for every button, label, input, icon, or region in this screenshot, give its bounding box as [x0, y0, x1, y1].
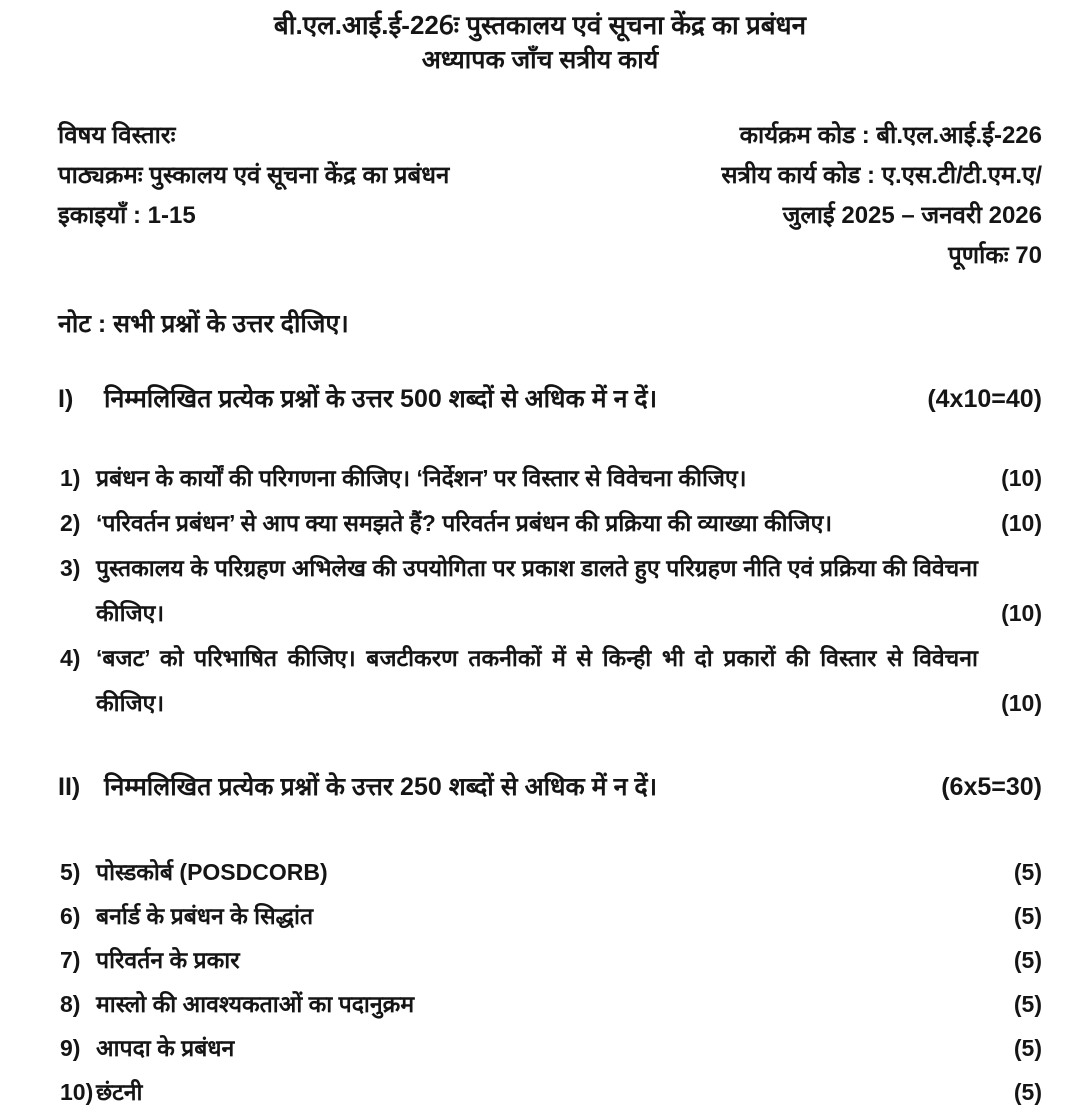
- meta-programme-code: कार्यक्रम कोड : बी.एल.आई.ई-226: [739, 122, 1042, 149]
- question-row-7: [60, 938, 1042, 982]
- meta-subject-scope: विषय विस्तारः: [58, 122, 176, 149]
- document-title: बी.एल.आई.ई-226ः पुस्तकालय एवं सूचना केंद्र का प्रबंधन: [273, 10, 807, 40]
- note-line: नोट : सभी प्रश्नों के उत्तर दीजिए।: [58, 310, 349, 338]
- question-7-text: परिवर्तन के प्रकार: [96, 947, 240, 973]
- question-5-number: 5): [60, 859, 81, 885]
- question-6-number: 6): [60, 903, 81, 929]
- question-2-text: ‘परिवर्तन प्रबंधन’ से आप क्या समझते हैं? परिवर्तन प्रबंधन की प्रक्रिया की व्याख्या कीजिए।: [96, 510, 833, 536]
- question-row-9: [60, 1026, 1042, 1070]
- question-9-text: आपदा के प्रबंधन: [96, 1035, 235, 1061]
- question-6-text: बर्नार्ड के प्रबंधन के सिद्धांत: [96, 903, 314, 929]
- meta-right-column: [721, 116, 1042, 276]
- meta-block: [0, 116, 1080, 276]
- question-2-marks: (10): [1001, 510, 1042, 536]
- meta-left-column: [58, 116, 449, 276]
- section-1-marks: (4x10=40): [927, 385, 1042, 413]
- document-header: [0, 0, 1080, 78]
- question-row-1: [60, 456, 1042, 501]
- question-3-number: 3): [60, 555, 81, 581]
- section-2-heading: [0, 770, 1080, 804]
- question-2-number: 2): [60, 510, 81, 536]
- section-1-heading: [0, 382, 1080, 416]
- question-9-marks: (5): [1013, 1035, 1042, 1061]
- meta-assignment-code: सत्रीय कार्य कोड : ए.एस.टी/टी.एम.ए/: [721, 162, 1042, 189]
- question-1-number: 1): [60, 465, 81, 491]
- question-6-marks: (5): [1013, 903, 1042, 929]
- question-row-4: [60, 636, 1042, 726]
- question-7-number: 7): [60, 947, 81, 973]
- question-5-text: पोस्डकोर्ब (POSDCORB): [96, 859, 328, 885]
- question-1-marks: (10): [1001, 465, 1042, 491]
- meta-units: इकाइयाँ : 1-15: [58, 202, 196, 229]
- question-row-8: [60, 982, 1042, 1026]
- meta-total-marks: पूर्णाकः 70: [948, 242, 1042, 269]
- section-1-instruction: निम्मलिखित प्रत्येक प्रश्नों के उत्तर 500 शब्दों से अधिक में न दें।: [104, 385, 658, 413]
- section-1-questions: [0, 456, 1080, 726]
- meta-course-name: पाठ्यक्रमः पुस्कालय एवं सूचना केंद्र का प्रबंधन: [58, 162, 450, 189]
- question-4-number: 4): [60, 645, 81, 671]
- question-10-text: छंटनी: [96, 1079, 143, 1105]
- question-1-text: प्रबंधन के कार्यों की परिगणना कीजिए। ‘निर्देशन’ पर विस्तार से विवेचना कीजिए।: [96, 465, 747, 491]
- question-4-text: ‘बजट’ को परिभाषित कीजिए। बजटीकरण तकनीकों में से किन्ही भी दो प्रकारों की विस्तार से विवेचना कीजिए।: [96, 645, 978, 716]
- question-row-6: [60, 894, 1042, 938]
- meta-session: जुलाई 2025 – जनवरी 2026: [782, 202, 1042, 229]
- question-9-number: 9): [60, 1035, 81, 1061]
- section-2-marks: (6x5=30): [941, 773, 1042, 801]
- question-8-number: 8): [60, 991, 81, 1017]
- question-5-marks: (5): [1013, 859, 1042, 885]
- question-8-marks: (5): [1013, 991, 1042, 1017]
- question-3-marks: (10): [1001, 600, 1042, 626]
- question-10-number: 10): [60, 1079, 94, 1105]
- question-row-10: [60, 1070, 1042, 1114]
- question-row-5: [60, 850, 1042, 894]
- question-8-text: मास्लो की आवश्यकताओं का पदानुक्रम: [96, 991, 415, 1017]
- question-3-text: पुस्तकालय के परिग्रहण अभिलेख की उपयोगिता पर प्रकाश डालते हुए परिग्रहण नीति एवं प्रक्रिया की विवेचना कीजिए।: [96, 555, 978, 626]
- question-10-marks: (5): [1013, 1079, 1042, 1105]
- document-subtitle: अध्यापक जाँच सत्रीय कार्य: [421, 46, 659, 74]
- question-7-marks: (5): [1013, 947, 1042, 973]
- section-2-questions: [0, 850, 1080, 1114]
- question-row-2: [60, 501, 1042, 546]
- section-2-instruction: निम्मलिखित प्रत्येक प्रश्नों के उत्तर 250 शब्दों से अधिक में न दें।: [104, 773, 658, 801]
- section-2-number: II): [58, 773, 81, 801]
- section-1-number: I): [58, 385, 74, 413]
- question-row-3: [60, 546, 1042, 636]
- question-4-marks: (10): [1001, 690, 1042, 716]
